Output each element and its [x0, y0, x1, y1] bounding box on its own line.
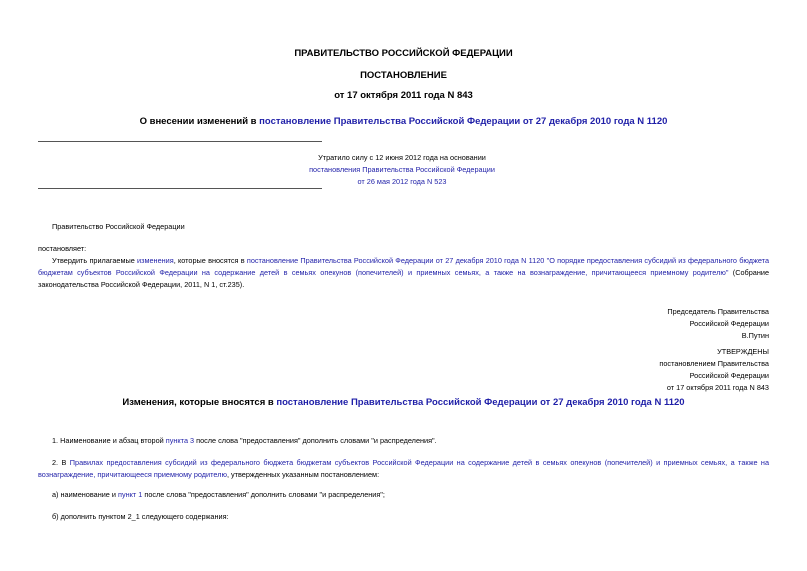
divider-top	[38, 141, 322, 142]
item-2-text-1: 2. В	[52, 458, 70, 467]
item-2a	[52, 489, 385, 501]
item-1-link[interactable]: пункта 3	[165, 436, 195, 445]
changes-title	[0, 397, 807, 408]
approval-line-2: постановлением Правительства	[659, 359, 769, 368]
decision-paragraph	[38, 255, 769, 291]
paragraph-text-1: Утвердить прилагаемые	[52, 256, 138, 265]
divider-bottom	[38, 188, 322, 189]
preamble-authority: Правительство Российской Федерации	[52, 222, 185, 231]
document-title	[0, 116, 807, 127]
validity-note-link[interactable]: постановления Правительства Российской Федерации	[309, 165, 495, 174]
item-2-text-2: , утвержденных указанным постановлением:	[226, 470, 380, 479]
approval-line-3: Российской Федерации	[689, 371, 769, 380]
title-prefix: О внесении изменений в	[139, 116, 260, 127]
signature-line-2: Российской Федерации	[689, 319, 769, 328]
item-2a-link[interactable]: пункт 1	[118, 490, 143, 499]
changes-link[interactable]: изменения	[137, 256, 174, 265]
paragraph-text-2: , которые вносятся в	[173, 256, 247, 265]
approval-line-1: УТВЕРЖДЕНЫ	[717, 347, 769, 356]
signature-block	[460, 306, 769, 342]
item-2	[38, 457, 769, 481]
signature-line-1: Председатель Правительства	[667, 307, 769, 316]
validity-note-line-1: Утратило силу с 12 июня 2012 года на основании	[318, 153, 486, 162]
document-date-number: от 17 октября 2011 года N 843	[334, 90, 473, 101]
changes-title-prefix: Изменения, которые вносятся в	[122, 397, 277, 408]
changes-title-link[interactable]: постановление Правительства Российской Федерации от 27 декабря 2010 года N 1120	[276, 397, 685, 408]
item-2b: б) дополнить пунктом 2_1 следующего содержания:	[52, 512, 229, 521]
preamble-decree: постановляет:	[38, 244, 87, 253]
item-2-rules-link[interactable]: Правилах предоставления субсидий из федерального бюджета бюджетам субъектов Российской Федерации на содержание детей в семьях опекунов (попечителей) и приемных семьях, а также на вознаграждение, причитающееся приемному родителю	[38, 458, 769, 479]
item-1-text-1: 1. Наименование и абзац второй	[52, 436, 166, 445]
title-link[interactable]: постановление Правительства Российской Федерации от 27 декабря 2010 года N 1120	[259, 116, 668, 127]
item-2a-text-1: а) наименование и	[52, 490, 118, 499]
approval-line-4: от 17 октября 2011 года N 843	[666, 383, 769, 392]
item-1	[52, 435, 437, 447]
decree-1120-link[interactable]: постановление Правительства Российской Федерации от 27 декабря 2010 года N 1120 "О порядке предоставления субсидий из федерального бюджета бюджетам субъектов Российской Федерации на содержание детей в семьях опекунов (попечителей) и приемных семьях, а также на вознаграждение, причитающееся приемному родителю"	[38, 256, 770, 277]
validity-note	[282, 152, 522, 188]
government-heading: ПРАВИТЕЛЬСТВО РОССИЙСКОЙ ФЕДЕРАЦИИ	[294, 48, 513, 59]
item-1-text-2: после слова "предоставления" дополнить словами "и распределения".	[194, 436, 437, 445]
validity-note-date-link[interactable]: от 26 мая 2012 года N 523	[357, 177, 447, 186]
paragraph-text-3: (Собрание законодательства Российской Федерации, 2011, N 1, ст.235).	[38, 268, 770, 289]
document-type: ПОСТАНОВЛЕНИЕ	[360, 70, 447, 81]
signature-name: В.Путин	[741, 331, 769, 340]
approval-block	[460, 346, 769, 394]
item-2a-text-2: после слова "предоставления" дополнить словами "и распределения";	[142, 490, 385, 499]
